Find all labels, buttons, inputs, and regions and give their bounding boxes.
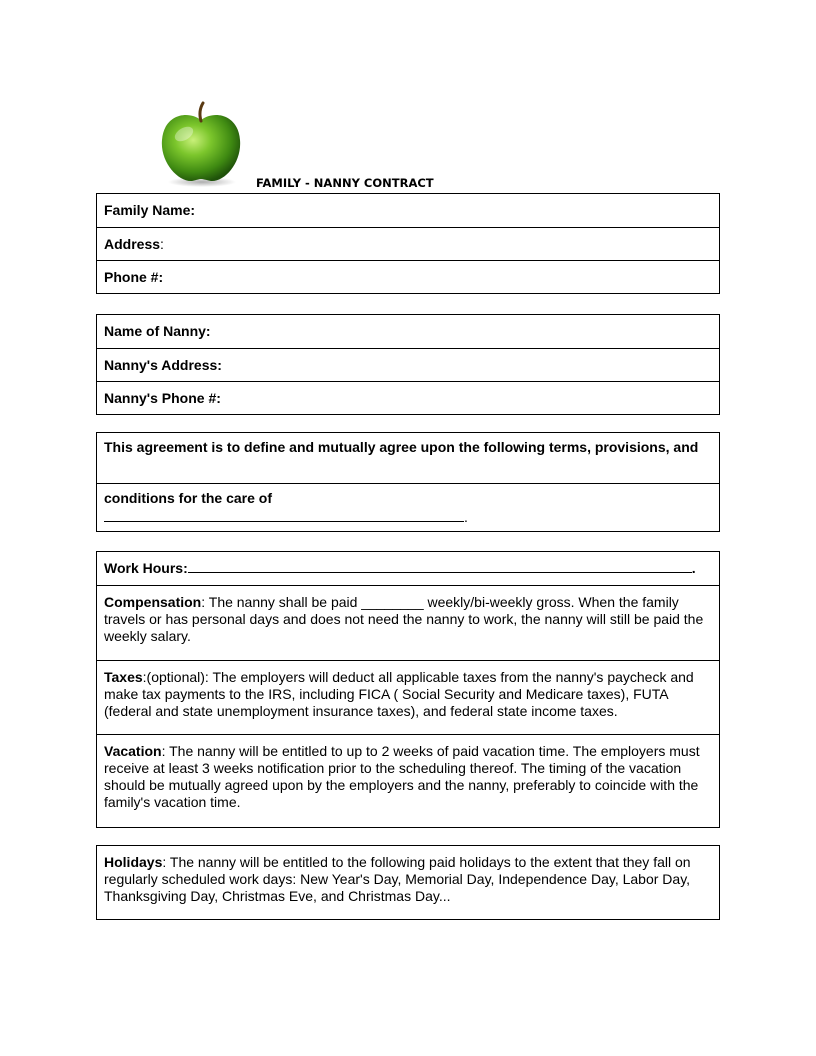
terms-table [96, 551, 720, 828]
holidays-text: : The nanny will be entitled to the following paid holidays to the extent that they fall on regularly scheduled work days: New Year's Day, Memorial Day, Independence Day, Labor Day, Thanksgiving Day, Christmas Eve, and Christmas Day... [104, 854, 691, 904]
agreement-intro-row [97, 433, 719, 483]
holidays-row [97, 846, 719, 919]
agreement-table [96, 432, 720, 532]
holidays-label: Holidays [104, 854, 163, 870]
agreement-intro-text: This agreement is to define and mutually agree upon the following terms, provisions, and [104, 439, 699, 455]
care-of-period: . [464, 509, 468, 525]
compensation-row [97, 585, 719, 660]
family-address-colon: : [160, 236, 164, 252]
vacation-label: Vacation [104, 743, 162, 759]
family-address-label: Address [104, 236, 161, 252]
care-of-blank[interactable] [104, 507, 464, 522]
family-phone-row[interactable] [97, 260, 719, 293]
page-title: FAMILY - NANNY CONTRACT [256, 176, 434, 190]
taxes-label: Taxes [104, 669, 143, 685]
nanny-name-label: Name of Nanny: [104, 323, 211, 339]
nanny-phone-row[interactable] [97, 381, 719, 414]
work-hours-label: Work Hours: [104, 560, 188, 576]
holidays-table [96, 845, 720, 920]
vacation-row [97, 734, 719, 827]
compensation-text: : The nanny shall be paid ________ weekly/bi-weekly gross. When the family travels or has personal days and does not need the nanny to work, the nanny will still be paid the weekly salary. [104, 594, 704, 644]
green-apple-icon [158, 100, 244, 188]
nanny-phone-label: Nanny's Phone #: [104, 390, 221, 406]
compensation-label: Compensation [104, 594, 202, 610]
nanny-name-row[interactable] [97, 315, 719, 348]
care-of-row[interactable] [97, 483, 719, 531]
family-phone-label: Phone #: [104, 269, 164, 285]
nanny-address-row[interactable] [97, 348, 719, 381]
nanny-address-label: Nanny's Address: [104, 357, 222, 373]
work-hours-blank[interactable] [188, 558, 692, 573]
taxes-row [97, 660, 719, 734]
family-name-label: Family Name: [104, 202, 196, 218]
nanny-info-table [96, 314, 720, 415]
taxes-text: :(optional): The employers will deduct all applicable taxes from the nanny's paycheck and make tax payments to the IRS, including FICA ( Social Security and Medicare taxes), FUTA (federal and state unemployment insurance taxes), and federal state income taxes. [104, 669, 694, 719]
family-name-row[interactable] [97, 194, 719, 227]
family-info-table [96, 193, 720, 294]
work-hours-row[interactable] [97, 552, 719, 585]
family-address-row[interactable] [97, 227, 719, 260]
work-hours-period: . [691, 560, 696, 576]
vacation-text: : The nanny will be entitled to up to 2 weeks of paid vacation time. The employers must receive at least 3 weeks notification prior to the scheduling thereof. The timing of the vacation should be mutually agreed upon by the employers and the nanny, preferably to coincide with the family's vacation time. [104, 743, 700, 810]
care-of-label: conditions for the care of [104, 490, 273, 506]
